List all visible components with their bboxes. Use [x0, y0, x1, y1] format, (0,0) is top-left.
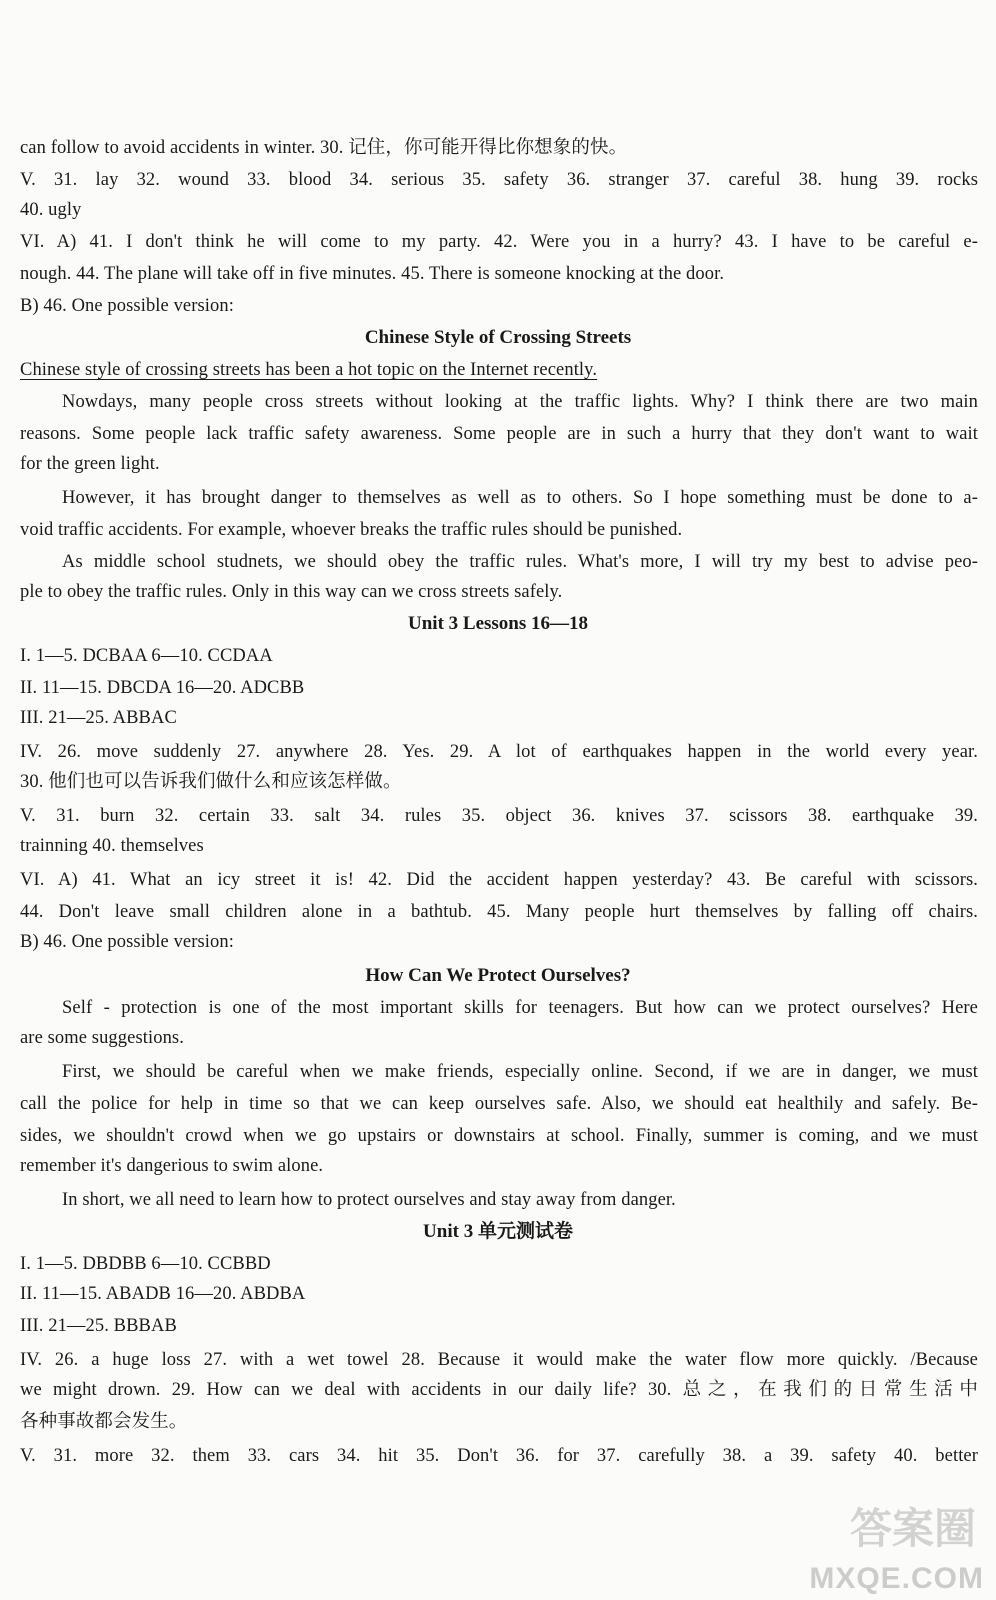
text-line: sides, we shouldn't crowd when we go upstairs or downstairs at school. Finally, summer is coming, and we must: [20, 1126, 978, 1146]
text-line: First, we should be careful when we make friends, especially online. Second, if we are in danger, we must: [62, 1062, 978, 1082]
text-line: trainning 40. themselves: [20, 836, 204, 856]
text-line: ple to obey the traffic rules. Only in this way can we cross streets safely.: [20, 582, 563, 602]
text-line: are some suggestions.: [20, 1028, 184, 1048]
text-line: 44. Don't leave small children alone in a bathtub. 45. Many people hurt themselves by falling off chairs.: [20, 902, 978, 922]
section-title: How Can We Protect Ourselves?: [365, 965, 631, 986]
text-line: As middle school studnets, we should obey the traffic rules. What's more, I will try my best to advise peo-: [62, 552, 978, 572]
text-line: we might drown. 29. How can we deal with accidents in our daily life? 30. 总之，在我们的日常生活中: [20, 1380, 978, 1400]
text-line: V. 31. more 32. them 33. cars 34. hit 35. Don't 36. for 37. carefully 38. a 39. safety 40. better: [20, 1446, 978, 1466]
text-line: IV. 26. a huge loss 27. with a wet towel 28. Because it would make the water flow more quickly. /Because: [20, 1350, 978, 1370]
text-line: nough. 44. The plane will take off in five minutes. 45. There is someone knocking at the door.: [20, 264, 725, 284]
text-line: I. 1—5. DCBAA 6—10. CCDAA: [20, 646, 273, 666]
text-line: VI. A) 41. I don't think he will come to my party. 42. Were you in a hurry? 43. I have to be careful e-: [20, 232, 978, 252]
text-line: In short, we all need to learn how to protect ourselves and stay away from danger.: [62, 1190, 676, 1210]
text-line: IV. 26. move suddenly 27. anywhere 28. Yes. 29. A lot of earthquakes happen in the world every year.: [20, 742, 978, 762]
text-line: 40. ugly: [20, 200, 82, 220]
text-line: V. 31. lay 32. wound 33. blood 34. serious 35. safety 36. stranger 37. careful 38. hung 39. rocks: [20, 170, 978, 190]
text-line: III. 21—25. ABBAC: [20, 708, 177, 728]
text-line: II. 11—15. DBCDA 16—20. ADCBB: [20, 678, 305, 698]
section-title: Chinese Style of Crossing Streets: [364, 327, 632, 348]
text-line: Self - protection is one of the most important skills for teenagers. But how can we protect ourselves? Here: [62, 998, 978, 1018]
watermark-text: MXQE.COM: [809, 1562, 984, 1595]
text-line: However, it has brought danger to themselves as well as to others. So I hope something must be done to a-: [62, 488, 978, 508]
text-line: 各种事故都会发生。: [20, 1412, 188, 1432]
text-line: void traffic accidents. For example, whoever breaks the traffic rules should be punished.: [20, 520, 683, 540]
text-line: VI. A) 41. What an icy street it is! 42. Did the accident happen yesterday? 43. Be careful with scissors.: [20, 870, 978, 890]
text-line: 30. 他们也可以告诉我们做什么和应该怎样做。: [20, 772, 402, 792]
text-line: I. 1—5. DBDBB 6—10. CCBBD: [20, 1254, 271, 1274]
text-line: Chinese style of crossing streets has been a hot topic on the Internet recently.: [20, 360, 598, 380]
section-title: Unit 3 单元测试卷: [423, 1221, 573, 1242]
watermark-logo: [792, 1496, 992, 1600]
text-line: can follow to avoid accidents in winter. 30. 记住，你可能开得比你想象的快。: [20, 138, 628, 158]
text-line: V. 31. burn 32. certain 33. salt 34. rules 35. object 36. knives 37. scissors 38. earthquake 39.: [20, 806, 978, 826]
text-line: call the police for help in time so that we can keep ourselves safe. Also, we should eat healthily and safely. Be-: [20, 1094, 978, 1114]
section-title: Unit 3 Lessons 16—18: [408, 613, 588, 634]
text-line: B) 46. One possible version:: [20, 932, 234, 952]
text-line: for the green light.: [20, 454, 160, 474]
text-line: III. 21—25. BBBAB: [20, 1316, 177, 1336]
text-line: reasons. Some people lack traffic safety awareness. Some people are in such a hurry that they don't want to wait: [20, 424, 978, 444]
watermark-glyph: 答案圈: [849, 1504, 976, 1553]
text-line: II. 11—15. ABADB 16—20. ABDBA: [20, 1284, 306, 1304]
text-line: B) 46. One possible version:: [20, 296, 234, 316]
text-line: remember it's dangerious to swim alone.: [20, 1156, 324, 1176]
text-line: Nowdays, many people cross streets without looking at the traffic lights. Why? I think there are two main: [62, 392, 978, 412]
